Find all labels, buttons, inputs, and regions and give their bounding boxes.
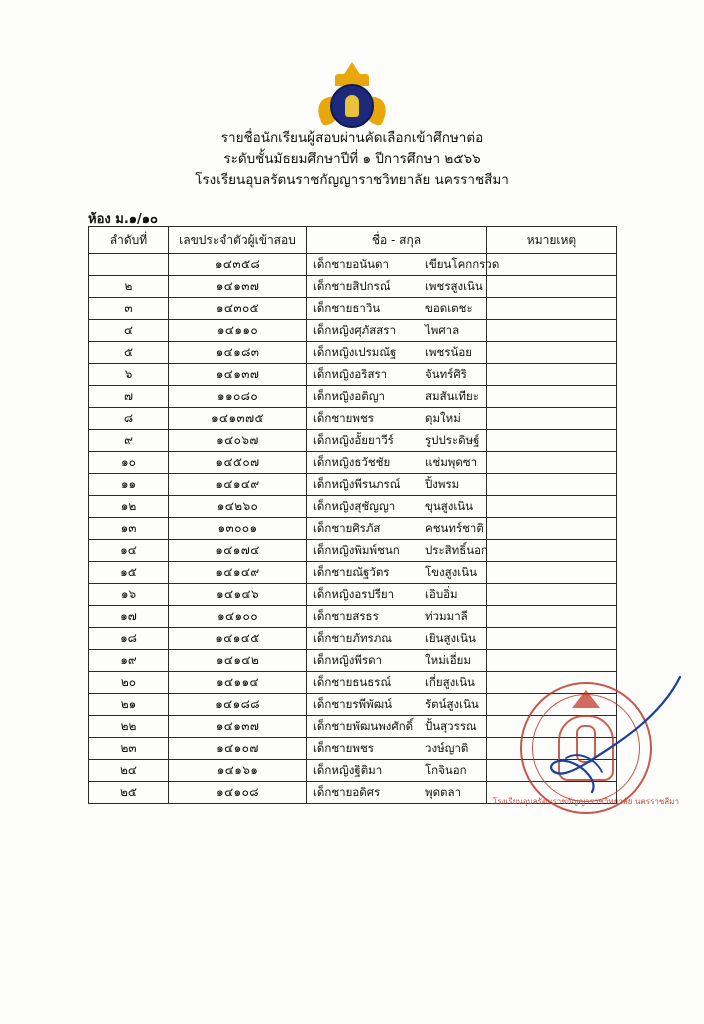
cell-note xyxy=(487,342,617,364)
given-name: เด็กหญิงธวัชชัย xyxy=(313,454,391,469)
given-name: เด็กหญิงอติญา xyxy=(313,388,385,403)
cell-no: ๒๕ xyxy=(89,782,169,804)
surname: ขุนสูงเนิน xyxy=(425,498,474,513)
surname: เยินสูงเนิน xyxy=(425,630,476,645)
surname: ดุมใหม่ xyxy=(425,410,461,425)
table-row xyxy=(89,672,617,694)
given-name: เด็กหญิงศุภัสสรา xyxy=(313,322,396,337)
cell-name xyxy=(307,694,487,716)
room-label: ห้อง ม.๑/๑๐ xyxy=(88,212,158,227)
cell-exam-id: ๑๔๑๔๙ xyxy=(169,562,307,584)
cell-note xyxy=(487,408,617,430)
cell-name xyxy=(307,430,487,452)
cell-name xyxy=(307,254,500,276)
cell-note xyxy=(487,672,617,694)
cell-exam-id: ๑๔๑๓๗ xyxy=(169,364,307,386)
cell-exam-id: ๑๔๑๐๘ xyxy=(169,782,307,804)
given-name: เด็กชายพชร xyxy=(313,410,374,425)
table-row xyxy=(89,364,617,386)
cell-name xyxy=(307,386,487,408)
given-name: เด็กชายรพีพัฒน์ xyxy=(313,696,392,711)
cell-exam-id: ๑๔๓๕๘ xyxy=(169,254,307,276)
cell-exam-id: ๑๔๑๔๒ xyxy=(169,650,307,672)
cell-note xyxy=(487,738,617,760)
cell-note xyxy=(487,562,617,584)
cell-name xyxy=(307,342,487,364)
cell-exam-id: ๑๔๑๐๐ xyxy=(169,606,307,628)
cell-no: ๒๑ xyxy=(89,694,169,716)
surname: แช่มพุดซา xyxy=(425,454,478,469)
given-name: เด็กชายธาวิน xyxy=(313,300,381,315)
surname: เขียนโคกกรวด xyxy=(425,256,500,271)
cell-no: ๑๙ xyxy=(89,650,169,672)
cell-exam-id: ๑๔๑๑๔ xyxy=(169,672,307,694)
cell-exam-id: ๑๔๕๐๗ xyxy=(169,452,307,474)
cell-exam-id: ๑๑๐๘๐ xyxy=(169,386,307,408)
heading-line-1: รายชื่อนักเรียนผู้สอบผ่านคัดเลือกเข้าศึกษาต่อ xyxy=(220,130,484,146)
cell-name xyxy=(307,364,487,386)
cell-no: ๑๑ xyxy=(89,474,169,496)
cell-name xyxy=(307,408,487,430)
cell-exam-id: ๑๔๑๑๐ xyxy=(169,320,307,342)
cell-exam-id: ๑๔๑๖๑ xyxy=(169,760,307,782)
given-name: เด็กหญิงอรปรียา xyxy=(313,586,395,601)
cell-note xyxy=(487,628,617,650)
cell-note xyxy=(487,584,617,606)
given-name: เด็กหญิงอริสรา xyxy=(313,366,388,381)
cell-no: ๑๔ xyxy=(89,540,169,562)
surname: ใหม่เอี่ยม xyxy=(425,652,471,667)
given-name: เด็กชายอดิศร xyxy=(313,784,381,799)
cell-name xyxy=(307,628,487,650)
emblem-container xyxy=(0,62,704,130)
cell-no: ๔ xyxy=(89,320,169,342)
table-row xyxy=(89,452,617,474)
heading-line-2: ระดับชั้นมัธยมศึกษาปีที่ ๑ ปีการศึกษา ๒๕๖๖ xyxy=(223,150,481,167)
cell-no xyxy=(89,254,169,276)
cell-no: ๒ xyxy=(89,276,169,298)
cell-note xyxy=(487,430,617,452)
cell-name xyxy=(307,276,487,298)
given-name: เด็กชายภัทรภณ xyxy=(313,630,392,645)
cell-no: ๑๕ xyxy=(89,562,169,584)
surname: ไพศาล xyxy=(425,322,460,337)
emblem-disc xyxy=(330,84,374,128)
given-name: เด็กชายสิปกรณ์ xyxy=(313,278,391,293)
cell-note xyxy=(487,606,617,628)
table-row xyxy=(89,782,617,804)
cell-name xyxy=(307,738,487,760)
table-row xyxy=(89,650,617,672)
given-name: เด็กชายณัฐวัตร xyxy=(313,564,390,579)
surname: คชนทร์ชาติ xyxy=(425,520,484,535)
given-name: เด็กชายพัฒนพงศักดิ์ xyxy=(313,718,414,733)
given-name: เด็กหญิงเปรมณัฐ xyxy=(313,344,397,359)
table-row xyxy=(89,298,617,320)
cell-note xyxy=(487,496,617,518)
surname: โขงสูงเนิน xyxy=(425,564,477,579)
cell-name xyxy=(307,298,487,320)
table-row xyxy=(89,386,617,408)
given-name: เด็กหญิงพิมพ์ชนก xyxy=(313,542,400,557)
cell-note xyxy=(487,298,617,320)
cell-no: ๒๐ xyxy=(89,672,169,694)
table-row xyxy=(89,254,617,276)
cell-exam-id: ๑๔๓๐๕ xyxy=(169,298,307,320)
table-row xyxy=(89,430,617,452)
cell-no: ๒๓ xyxy=(89,738,169,760)
given-name: เด็กหญิงฐิติมา xyxy=(313,762,383,777)
surname: ปิ้งพรม xyxy=(425,476,460,491)
surname: สมสันเทียะ xyxy=(425,388,479,403)
cell-no: ๒๒ xyxy=(89,716,169,738)
cell-name xyxy=(307,540,487,562)
table-row xyxy=(89,716,617,738)
table-row xyxy=(89,342,617,364)
cell-no: ๑๗ xyxy=(89,606,169,628)
table-row xyxy=(89,496,617,518)
surname: เพชรสูงเนิน xyxy=(425,278,483,293)
cell-note xyxy=(487,254,617,276)
table-row xyxy=(89,760,617,782)
garuda-school-emblem-icon xyxy=(324,62,380,130)
table-header-row xyxy=(89,227,617,254)
surname: จันทร์ศิริ xyxy=(425,366,467,381)
cell-exam-id: ๑๔๑๔๖ xyxy=(169,584,307,606)
surname: วงษ์ญาติ xyxy=(425,740,469,755)
cell-name xyxy=(307,782,487,804)
cell-exam-id: ๑๔๑๘๓ xyxy=(169,342,307,364)
given-name: เด็กชายศิรภัส xyxy=(313,520,381,535)
cell-name xyxy=(307,474,487,496)
given-name: เด็กชายอนันดา xyxy=(313,256,389,271)
cell-name xyxy=(307,562,487,584)
cell-name xyxy=(307,606,487,628)
table-row xyxy=(89,276,617,298)
cell-name xyxy=(307,320,487,342)
column-header-note: หมายเหตุ xyxy=(487,227,617,254)
given-name: เด็กชายพชร xyxy=(313,740,374,755)
cell-no: ๖ xyxy=(89,364,169,386)
cell-no: ๑๓ xyxy=(89,518,169,540)
cell-exam-id: ๑๔๑๘๘ xyxy=(169,694,307,716)
cell-no: ๑๖ xyxy=(89,584,169,606)
cell-note xyxy=(487,474,617,496)
cell-exam-id: ๑๔๑๓๗ xyxy=(169,716,307,738)
given-name: เด็กหญิงพีรดา xyxy=(313,652,383,667)
given-name: เด็กชายธนธรณ์ xyxy=(313,674,392,689)
cell-note xyxy=(487,452,617,474)
document-heading xyxy=(0,128,704,191)
cell-exam-id: ๑๔๑๔๙ xyxy=(169,474,307,496)
surname: ประสิทธิ์นอก xyxy=(425,542,489,557)
table-row xyxy=(89,584,617,606)
cell-no: ๗ xyxy=(89,386,169,408)
cell-note xyxy=(487,694,617,716)
cell-name xyxy=(307,716,487,738)
surname: ปั้นสุวรรณ xyxy=(425,718,477,733)
cell-exam-id: ๑๔๑๗๔ xyxy=(169,540,307,562)
cell-note xyxy=(487,650,617,672)
cell-exam-id: ๑๔๑๐๗ xyxy=(169,738,307,760)
surname: เกี่ยสูงเนิน xyxy=(425,674,475,689)
table-row xyxy=(89,628,617,650)
table-row xyxy=(89,518,617,540)
cell-note xyxy=(487,760,617,782)
cell-name xyxy=(307,496,487,518)
cell-no: ๘ xyxy=(89,408,169,430)
heading-line-3: โรงเรียนอุบลรัตนราชกัญญาราชวิทยาลัย นครราชสีมา xyxy=(195,171,509,188)
cell-note xyxy=(487,518,617,540)
table-row xyxy=(89,474,617,496)
cell-no: ๙ xyxy=(89,430,169,452)
cell-no: ๕ xyxy=(89,342,169,364)
column-header-name: ชื่อ - สกุล xyxy=(307,227,487,254)
surname: เพชรน้อย xyxy=(425,344,472,359)
cell-name xyxy=(307,518,487,540)
table-row xyxy=(89,562,617,584)
given-name: เด็กหญิงอััยยาวีร์ xyxy=(313,432,394,447)
cell-exam-id: ๑๔๐๖๗ xyxy=(169,430,307,452)
cell-no: ๒๔ xyxy=(89,760,169,782)
cell-name xyxy=(307,452,487,474)
cell-note xyxy=(487,716,617,738)
surname: เอิบอิ่ม xyxy=(425,586,458,601)
surname: รูปประดิษฐ์ xyxy=(425,432,480,447)
cell-note xyxy=(487,364,617,386)
cell-note xyxy=(487,386,617,408)
given-name: เด็กหญิงสุชัญญา xyxy=(313,498,396,513)
cell-name xyxy=(307,584,487,606)
cell-no: ๑๒ xyxy=(89,496,169,518)
cell-note xyxy=(487,276,617,298)
table-row xyxy=(89,408,617,430)
table-row xyxy=(89,738,617,760)
cell-name xyxy=(307,760,487,782)
cell-no: ๑๐ xyxy=(89,452,169,474)
cell-name xyxy=(307,672,487,694)
table-row xyxy=(89,694,617,716)
surname: พุดตลา xyxy=(425,784,462,799)
students-table-container xyxy=(88,226,616,804)
surname: โกจินอก xyxy=(425,762,467,777)
cell-name xyxy=(307,650,487,672)
seal-text: โรงเรียนอุบลรัตนราชกัญญาราชวิทยาลัย นครราชสีมา xyxy=(493,797,679,806)
cell-note xyxy=(487,320,617,342)
table-row xyxy=(89,320,617,342)
surname: ขอดเตชะ xyxy=(425,300,473,315)
cell-exam-id: ๑๔๑๓๗ xyxy=(169,276,307,298)
cell-exam-id: ๑๔๑๓๗๕ xyxy=(169,408,307,430)
table-body xyxy=(89,254,617,804)
given-name: เด็กหญิงพีรนภรณ์ xyxy=(313,476,401,491)
cell-no: ๓ xyxy=(89,298,169,320)
surname: ท่วมมาลี xyxy=(425,608,468,623)
cell-exam-id: ๑๔๑๔๕ xyxy=(169,628,307,650)
column-header-id: เลขประจำตัวผู้เข้าสอบ xyxy=(169,227,307,254)
cell-exam-id: ๑๔๒๖๐ xyxy=(169,496,307,518)
cell-exam-id: ๑๓๐๐๑ xyxy=(169,518,307,540)
surname: รัตน์สูงเนิน xyxy=(425,696,479,711)
column-header-no: ลำดับที่ xyxy=(89,227,169,254)
given-name: เด็กชายสรธร xyxy=(313,608,379,623)
students-table xyxy=(88,226,617,804)
cell-note xyxy=(487,782,617,804)
cell-no: ๑๘ xyxy=(89,628,169,650)
cell-note xyxy=(487,540,617,562)
table-row xyxy=(89,606,617,628)
table-row xyxy=(89,540,617,562)
